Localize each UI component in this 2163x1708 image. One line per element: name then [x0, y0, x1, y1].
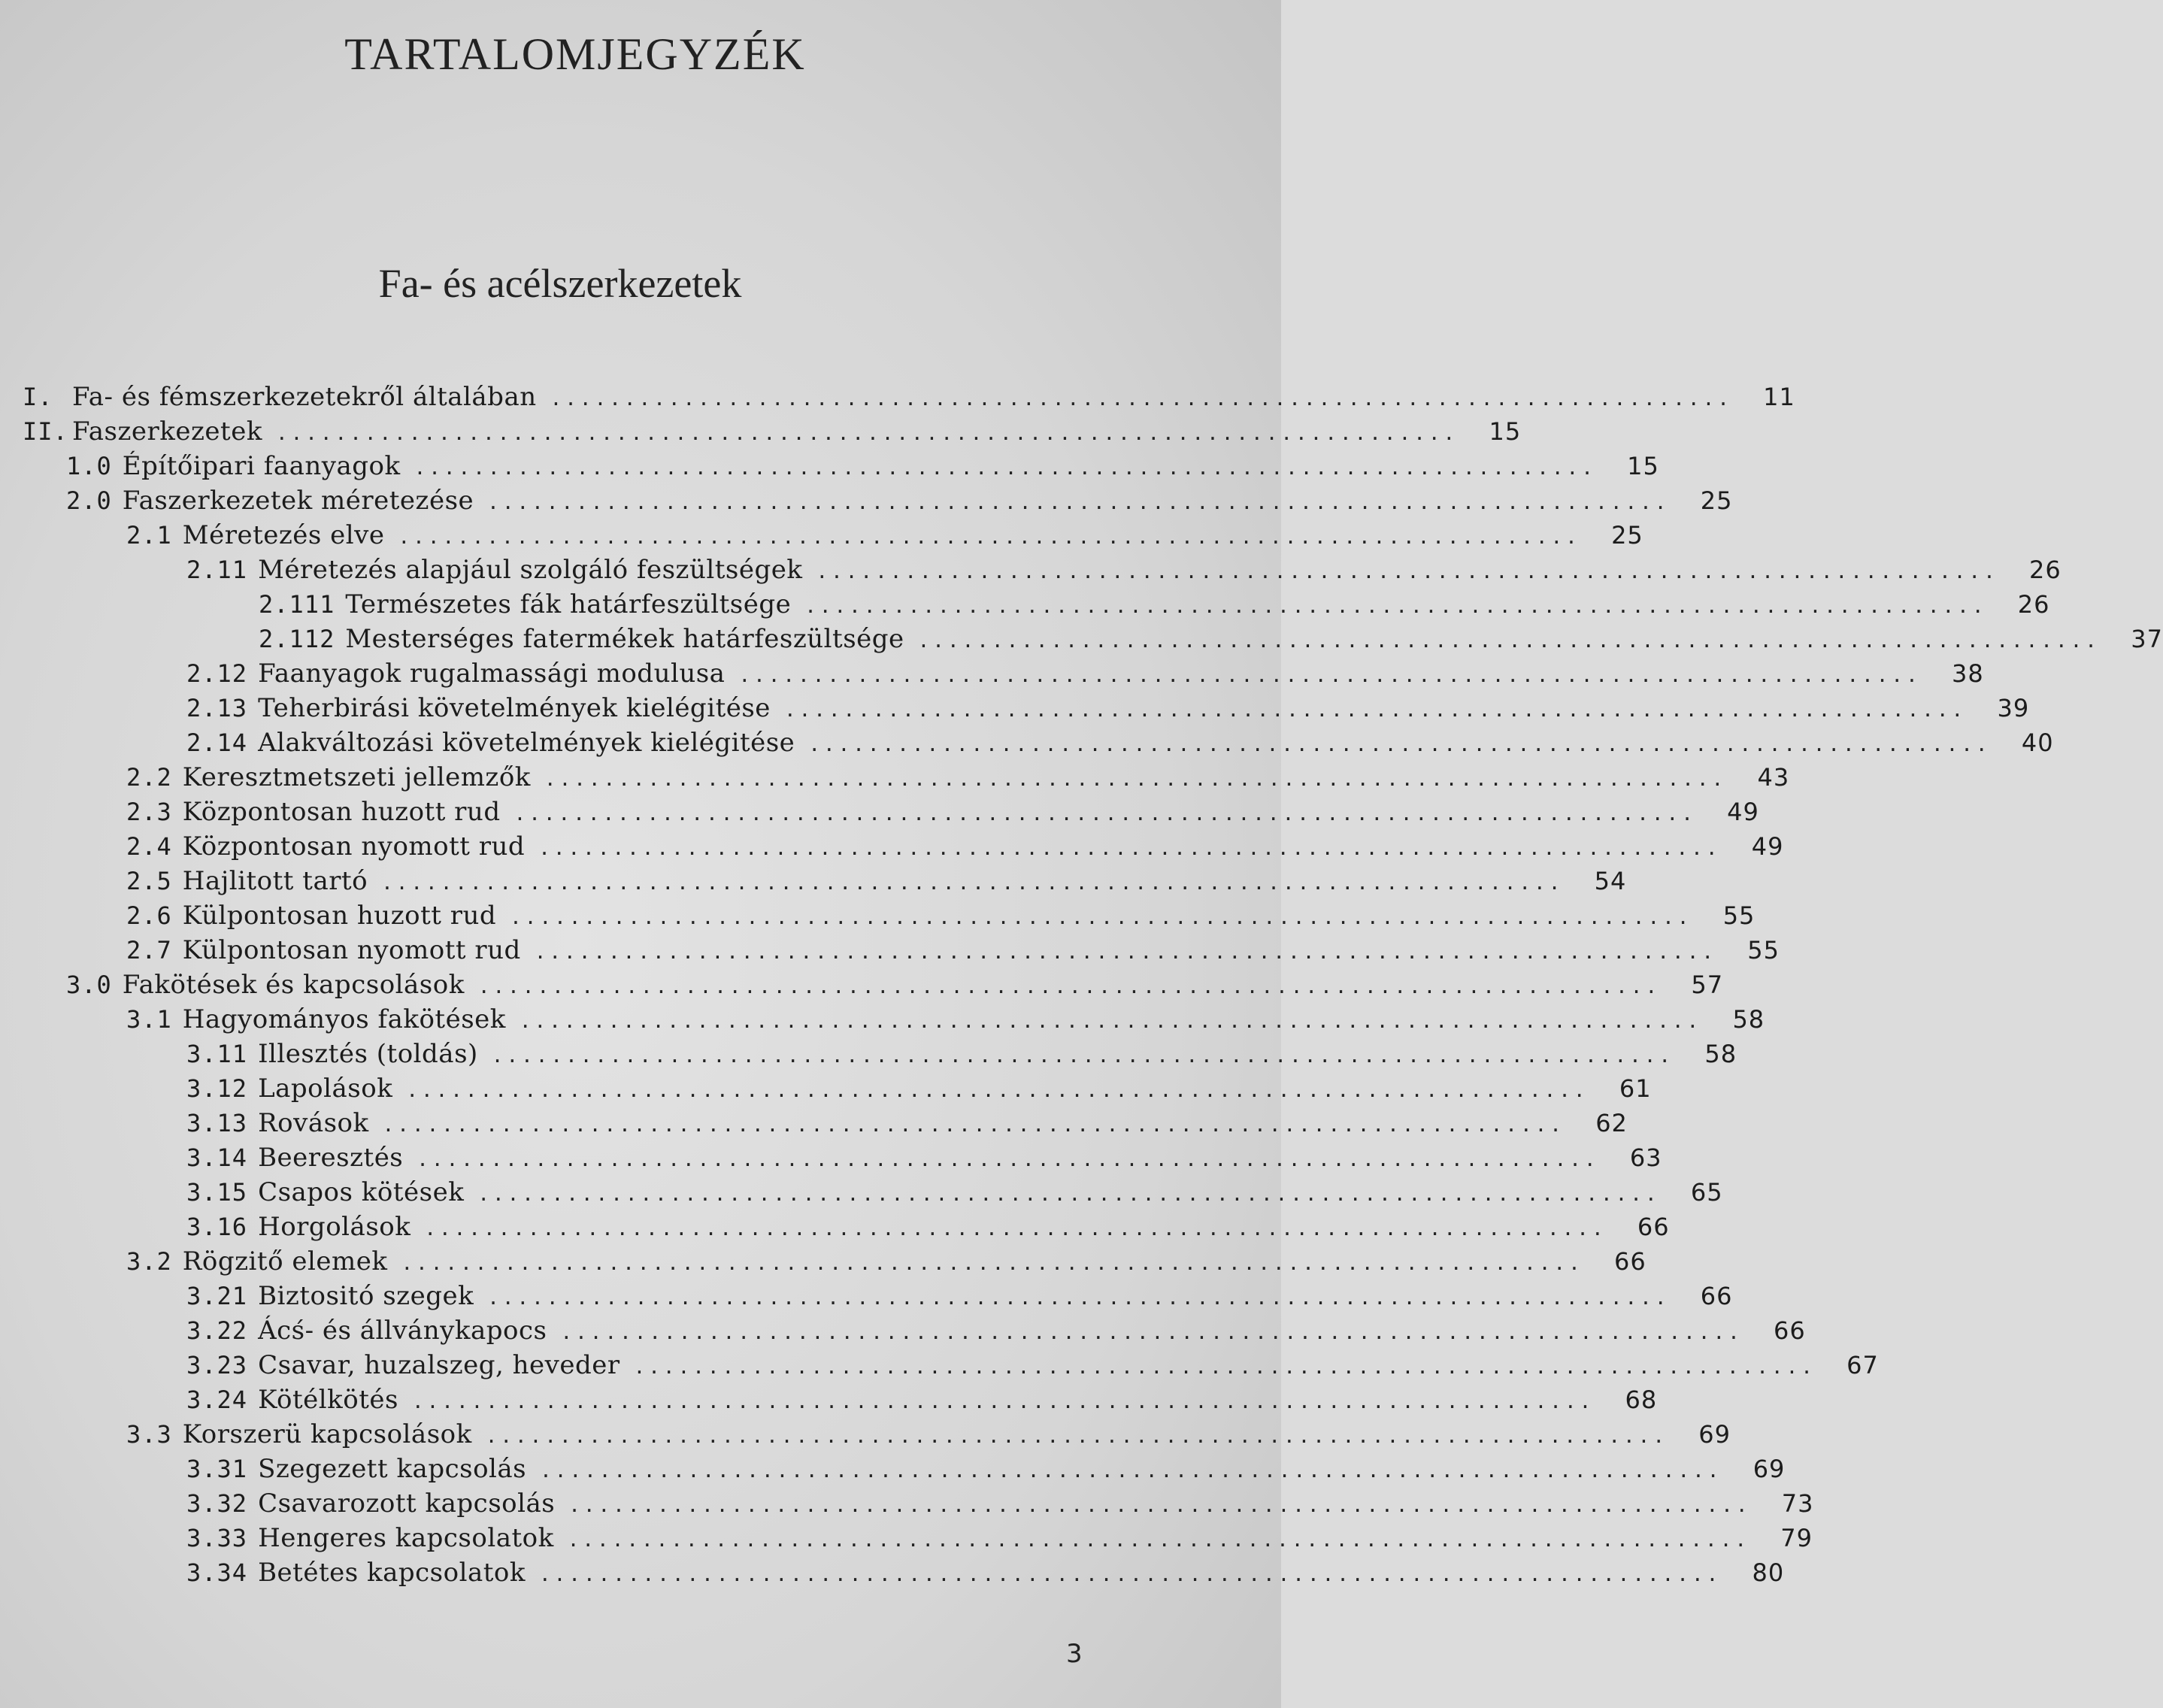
toc-entry-title: Teherbirási követelmények kielégitése [258, 693, 771, 723]
toc-entry[interactable] [126, 1002, 1765, 1037]
toc-entry[interactable] [126, 829, 1784, 864]
dot-leader: ................................................................................ [534, 941, 1717, 964]
toc-entry-number: 3.1 [126, 1005, 172, 1034]
toc-entry-number: 3.13 [186, 1109, 248, 1137]
dot-leader: ................................................................................ [519, 1010, 1702, 1033]
toc-entry-number: 3.32 [186, 1489, 248, 1518]
toc-entry-number: 2.6 [126, 901, 172, 930]
toc-entry[interactable] [66, 483, 1733, 518]
toc-entry-title: Keresztmetszeti jellemzők [182, 762, 531, 792]
toc-entry[interactable] [186, 691, 2030, 725]
toc-entry[interactable] [126, 898, 1756, 933]
dot-leader: ................................................................................ [491, 1045, 1674, 1068]
toc-entry[interactable] [186, 1555, 1785, 1590]
toc-entry-page: 54 [1594, 867, 1627, 895]
dot-leader: ................................................................................ [417, 1149, 1599, 1171]
toc-entry-number: II. [23, 417, 68, 446]
toc-entry-title: Horgolások [258, 1212, 411, 1242]
toc-entry[interactable] [186, 1279, 1733, 1313]
toc-entry-title: Méretezés elve [182, 520, 385, 550]
toc-entry[interactable] [186, 1175, 1723, 1210]
toc-entry-title: Mesterséges fatermékek határfeszültsége [345, 624, 904, 654]
toc-entry-title: Illesztés (toldás) [258, 1039, 478, 1069]
toc-entry-number: 3.33 [186, 1524, 248, 1552]
toc-entry-title: Természetes fák határfeszültsége [345, 589, 792, 619]
toc-entry[interactable] [126, 760, 1790, 795]
toc-entry-page: 66 [1774, 1316, 1806, 1345]
dot-leader: ................................................................................ [783, 699, 1967, 722]
toc-entry-number: 1.0 [66, 452, 112, 480]
toc-entry[interactable] [186, 1486, 1814, 1521]
toc-entry-title: Csavarozott kapcsolás [258, 1488, 556, 1519]
dot-leader: ................................................................................ [275, 422, 1459, 445]
toc-entry-title: Faszerkezetek [72, 416, 262, 447]
toc-entry-number: 3.23 [186, 1351, 248, 1379]
dot-leader: ................................................................................ [633, 1356, 1816, 1379]
dot-leader: ................................................................................ [804, 595, 1987, 618]
toc-entry-page: 63 [1629, 1143, 1662, 1172]
toc-entry-number: 2.11 [186, 556, 248, 584]
toc-entry[interactable] [126, 933, 1780, 968]
toc-entry[interactable] [23, 380, 1795, 414]
toc-entry-page: 55 [1747, 936, 1780, 965]
toc-entry-title: Hengeres kapcsolatok [258, 1523, 554, 1553]
toc-entry-page: 58 [1732, 1005, 1765, 1034]
dot-leader: ................................................................................ [568, 1494, 1751, 1517]
toc-entry-number: 2.7 [126, 936, 172, 965]
dot-leader: ................................................................................ [406, 1080, 1589, 1102]
toc-entry-title: Csavar, huzalszeg, heveder [258, 1350, 620, 1380]
toc-entry[interactable] [186, 1313, 1806, 1348]
dot-leader: ................................................................................ [738, 665, 1921, 687]
toc-entry-number: 3.22 [186, 1316, 248, 1345]
toc-entry-title: Csapos kötések [258, 1177, 465, 1207]
toc-entry-title: Faszerkezetek méretezése [122, 486, 474, 516]
toc-entry-page: 61 [1619, 1074, 1652, 1103]
toc-entry-title: Biztositó szegek [258, 1281, 474, 1311]
toc-entry-number: 3.3 [126, 1420, 172, 1449]
toc-entry-number: 3.11 [186, 1040, 248, 1068]
page-title: TARTALOMJEGYZÉK [344, 29, 806, 79]
dot-leader: ................................................................................ [544, 768, 1727, 791]
toc-entry-title: Külpontosan huzott rud [182, 901, 497, 931]
dot-leader: ................................................................................ [477, 1183, 1660, 1206]
toc-entry-title: Központosan huzott rud [182, 797, 501, 827]
toc-entry-number: 2.111 [259, 590, 335, 619]
toc-entry-title: Korszerü kapcsolások [182, 1419, 472, 1449]
toc-entry-number: 3.16 [186, 1213, 248, 1241]
toc-entry-page: 25 [1700, 486, 1733, 515]
toc-entry-page: 68 [1625, 1385, 1658, 1414]
toc-entry-number: I. [23, 383, 53, 411]
dot-leader: ................................................................................ [917, 630, 2100, 653]
toc-entry-page: 43 [1757, 763, 1790, 792]
toc-entry-page: 73 [1781, 1489, 1814, 1518]
toc-entry-number: 3.24 [186, 1385, 248, 1414]
toc-entry[interactable] [23, 414, 1522, 449]
dot-leader: ................................................................................ [513, 803, 1696, 825]
toc-entry-title: Kötélkötés [258, 1385, 398, 1415]
toc-entry[interactable] [186, 1071, 1652, 1106]
toc-entry-page: 11 [1763, 383, 1795, 411]
toc-entry-title: Fa- és fémszerkezetekről általában [72, 382, 537, 412]
dot-leader: ................................................................................ [398, 526, 1580, 549]
dot-leader: ................................................................................ [414, 457, 1596, 480]
dot-leader: ................................................................................ [381, 872, 1564, 895]
dot-leader: ................................................................................ [477, 976, 1661, 998]
toc-entry-page: 55 [1722, 901, 1756, 930]
toc-entry-page: 37 [2131, 625, 2163, 653]
toc-entry-page: 80 [1752, 1558, 1785, 1587]
toc-entry-page: 57 [1691, 971, 1724, 999]
toc-entry-number: 2.1 [126, 521, 172, 550]
dot-leader: ................................................................................ [424, 1218, 1607, 1240]
toc-entry-number: 3.14 [186, 1143, 248, 1172]
toc-entry-page: 79 [1780, 1524, 1813, 1552]
dot-leader: ................................................................................ [538, 1564, 1722, 1586]
toc-entry-page: 65 [1690, 1178, 1723, 1207]
toc-entry-title: Rögzitő elemek [182, 1246, 388, 1276]
toc-entry[interactable] [126, 518, 1643, 553]
toc-entry-page: 26 [2029, 556, 2062, 584]
dot-leader: ................................................................................ [487, 1287, 1670, 1310]
dot-leader: ................................................................................ [411, 1391, 1595, 1413]
dot-leader: ................................................................................ [550, 388, 1732, 410]
toc-entry-page: 66 [1700, 1282, 1733, 1310]
toc-entry-number: 2.4 [126, 832, 172, 861]
toc-entry-title: Ácś- és állványkapocs [258, 1316, 547, 1346]
section-subtitle: Fa- és acélszerkezetek [378, 261, 742, 306]
toc-entry-page: 40 [2021, 728, 2054, 757]
toc-entry-number: 2.112 [259, 625, 335, 653]
toc-entry-number: 2.3 [126, 798, 172, 826]
toc-entry-number: 3.12 [186, 1074, 248, 1103]
toc-entry-number: 2.12 [186, 659, 248, 688]
dot-leader: ................................................................................ [567, 1529, 1749, 1552]
toc-entry-title: Betétes kapcsolatok [258, 1558, 526, 1588]
toc-entry-title: Szegezett kapcsolás [258, 1454, 527, 1484]
toc-entry-page: 58 [1704, 1040, 1737, 1068]
toc-entry[interactable] [126, 795, 1759, 829]
toc-entry-number: 3.15 [186, 1178, 248, 1207]
toc-entry-page: 66 [1614, 1247, 1646, 1276]
toc-entry-title: Fakötések és kapcsolások [122, 970, 465, 1000]
toc-entry[interactable] [186, 1382, 1658, 1417]
toc-entry[interactable] [126, 1417, 1731, 1452]
toc-entry[interactable] [186, 656, 1984, 691]
toc-entry-title: Hagyományos fakötések [182, 1004, 506, 1034]
page-number: 3 [1066, 1639, 1083, 1669]
dot-leader: ................................................................................ [510, 907, 1692, 929]
toc-entry-number: 3.31 [186, 1455, 248, 1483]
dot-leader: ................................................................................ [487, 492, 1670, 514]
toc-entry-page: 15 [1627, 452, 1659, 480]
toc-entry-page: 25 [1611, 521, 1643, 550]
toc-entry-title: Külpontosan nyomott rud [182, 935, 521, 965]
toc-entry-page: 49 [1751, 832, 1784, 861]
toc-entry[interactable] [259, 622, 2163, 656]
toc-entry-number: 3.34 [186, 1558, 248, 1587]
toc-entry-page: 66 [1637, 1213, 1670, 1241]
toc-entry-page: 39 [1997, 694, 2030, 722]
toc-entry[interactable] [186, 1037, 1737, 1071]
toc-entry-page: 38 [1952, 659, 1984, 688]
dot-leader: ................................................................................ [485, 1425, 1668, 1448]
dot-leader: ................................................................................ [401, 1252, 1583, 1275]
toc-entry[interactable] [126, 864, 1627, 898]
dot-leader: ................................................................................ [382, 1114, 1565, 1137]
toc-entry-number: 3.21 [186, 1282, 248, 1310]
dot-leader: ................................................................................ [540, 1460, 1722, 1482]
toc-entry-page: 69 [1753, 1455, 1786, 1483]
toc-entry-title: Építőipari faanyagok [122, 451, 401, 481]
toc-entry-title: Méretezés alapjául szolgáló feszültségek [258, 555, 803, 585]
toc-entry-number: 2.5 [126, 867, 172, 895]
toc-entry-number: 3.2 [126, 1247, 172, 1276]
toc-entry[interactable] [186, 1140, 1662, 1175]
toc-entry[interactable] [186, 1210, 1670, 1244]
toc-entry-number: 3.0 [66, 971, 112, 999]
toc-entry[interactable] [66, 449, 1659, 483]
dot-leader: ................................................................................ [560, 1322, 1743, 1344]
dot-leader: ................................................................................ [808, 734, 1991, 756]
toc-entry-title: Alakváltozási követelmények kielégitése [258, 728, 795, 758]
toc-entry-page: 67 [1846, 1351, 1879, 1379]
toc-entry-number: 2.2 [126, 763, 172, 792]
toc-entry[interactable] [186, 1452, 1786, 1486]
toc-entry[interactable] [186, 1106, 1628, 1140]
toc-entry-title: Beeresztés [258, 1143, 404, 1173]
toc-entry-page: 15 [1489, 417, 1522, 446]
toc-entry[interactable] [186, 1521, 1813, 1555]
toc-entry-title: Rovások [258, 1108, 369, 1138]
toc-entry-title: Központosan nyomott rud [182, 831, 526, 862]
toc-entry[interactable] [126, 1244, 1646, 1279]
toc-entry[interactable] [259, 587, 2050, 622]
toc-entry-title: Faanyagok rugalmassági modulusa [258, 659, 726, 689]
toc-entry-page: 26 [2017, 590, 2050, 619]
toc-entry[interactable] [186, 1348, 1879, 1382]
toc-entry-title: Lapolások [258, 1074, 393, 1104]
toc-entry-page: 62 [1595, 1109, 1628, 1137]
toc-entry[interactable] [186, 725, 2054, 760]
toc-entry-number: 2.0 [66, 486, 112, 515]
dot-leader: ................................................................................ [538, 837, 1721, 860]
toc-entry-page: 49 [1727, 798, 1759, 826]
toc-entry[interactable] [66, 968, 1724, 1002]
toc-entry-number: 2.14 [186, 728, 248, 757]
dot-leader: ................................................................................ [816, 561, 1998, 583]
toc-entry[interactable] [186, 553, 2062, 587]
toc-entry-number: 2.13 [186, 694, 248, 722]
toc-entry-page: 69 [1698, 1420, 1731, 1449]
toc-entry-title: Hajlitott tartó [182, 866, 368, 896]
